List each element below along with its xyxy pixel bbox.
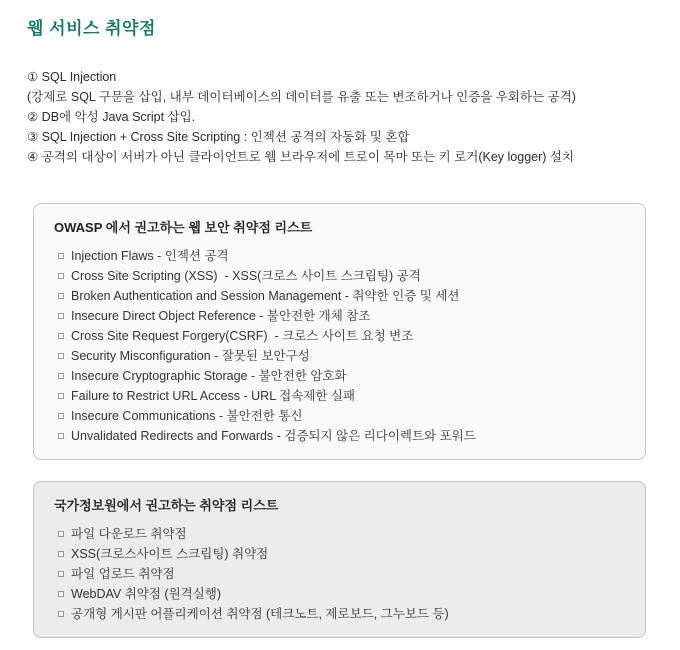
list-item-text: Insecure Cryptographic Storage - 불안전한 암호화 xyxy=(71,369,347,383)
nis-item-list xyxy=(34,524,629,624)
list-item xyxy=(58,406,629,426)
list-item xyxy=(58,386,629,406)
square-bullet-icon xyxy=(58,353,64,359)
list-item xyxy=(58,286,629,306)
square-bullet-icon xyxy=(58,433,64,439)
square-bullet-icon xyxy=(58,373,64,379)
list-item xyxy=(58,426,629,446)
list-item xyxy=(58,306,629,326)
square-bullet-icon xyxy=(58,313,64,319)
list-item-text: 공개형 게시판 어플리케이션 취약점 (테크노트, 제로보드, 그누보드 등) xyxy=(71,607,449,621)
square-bullet-icon xyxy=(58,413,64,419)
list-item xyxy=(58,564,629,584)
square-bullet-icon xyxy=(58,393,64,399)
list-item xyxy=(58,584,629,604)
list-item-text: Security Misconfiguration - 잘못된 보안구성 xyxy=(71,349,310,363)
owasp-item-list xyxy=(34,246,629,446)
intro-line: ① SQL Injection xyxy=(27,70,117,84)
list-item-text: Insecure Communications - 불안전한 통신 xyxy=(71,409,303,423)
list-item-text: 파일 다운로드 취약점 xyxy=(71,527,187,541)
list-item-text: Injection Flaws - 인젝션 공격 xyxy=(71,249,229,263)
list-item-text: Unvalidated Redirects and Forwards - 검증되지 않은 리다이렉트와 포워드 xyxy=(71,429,476,443)
list-item-text: Cross Site Scripting (XSS) - XSS(크로스 사이트 스크립팅) 공격 xyxy=(71,269,421,283)
square-bullet-icon xyxy=(58,591,64,597)
square-bullet-icon xyxy=(58,531,64,537)
square-bullet-icon xyxy=(58,273,64,279)
square-bullet-icon xyxy=(58,253,64,259)
list-item xyxy=(58,544,629,564)
list-item xyxy=(58,326,629,346)
square-bullet-icon xyxy=(58,611,64,617)
list-item xyxy=(58,346,629,366)
list-item-text: 파일 업로드 취약점 xyxy=(71,567,175,581)
owasp-box-title: OWASP 에서 권고하는 웹 보안 취약점 리스트 xyxy=(54,220,313,235)
list-item xyxy=(58,266,629,286)
list-item-text: Insecure Direct Object Reference - 불안전한 개체 참조 xyxy=(71,309,371,323)
page-title: 웹 서비스 취약점 xyxy=(27,19,156,38)
list-item xyxy=(58,524,629,544)
intro-line: ② DB에 악성 Java Script 삽입. xyxy=(27,110,196,124)
intro-line: (강제로 SQL 구문을 삽입, 내부 데이터베이스의 데이터를 유출 또는 변조하거나 인증을 우회하는 공격) xyxy=(27,90,576,104)
square-bullet-icon xyxy=(58,571,64,577)
square-bullet-icon xyxy=(58,551,64,557)
list-item-text: WebDAV 취약점 (원격실행) xyxy=(71,587,222,601)
list-item-text: Failure to Restrict URL Access - URL 접속제한 실패 xyxy=(71,389,356,403)
list-item xyxy=(58,246,629,266)
list-item-text: XSS(크로스사이트 스크립팅) 취약점 xyxy=(71,547,269,561)
nis-box-title: 국가정보원에서 권고하는 취약점 리스트 xyxy=(54,498,279,513)
owasp-box xyxy=(33,203,646,460)
intro-list xyxy=(27,67,652,167)
square-bullet-icon xyxy=(58,293,64,299)
intro-line: ③ SQL Injection + Cross Site Scripting : 인젝션 공격의 자동화 및 혼합 xyxy=(27,130,410,144)
square-bullet-icon xyxy=(58,333,64,339)
intro-line: ④ 공격의 대상이 서버가 아닌 클라이언트로 웹 브라우저에 트로이 목마 또는 키 로거(Key logger) 설치 xyxy=(27,150,575,164)
list-item-text: Cross Site Request Forgery(CSRF) - 크로스 사이트 요청 변조 xyxy=(71,329,414,343)
list-item-text: Broken Authentication and Session Management - 취약한 인증 및 세션 xyxy=(71,289,460,303)
nis-box xyxy=(33,481,646,638)
list-item xyxy=(58,366,629,386)
list-item xyxy=(58,604,629,624)
